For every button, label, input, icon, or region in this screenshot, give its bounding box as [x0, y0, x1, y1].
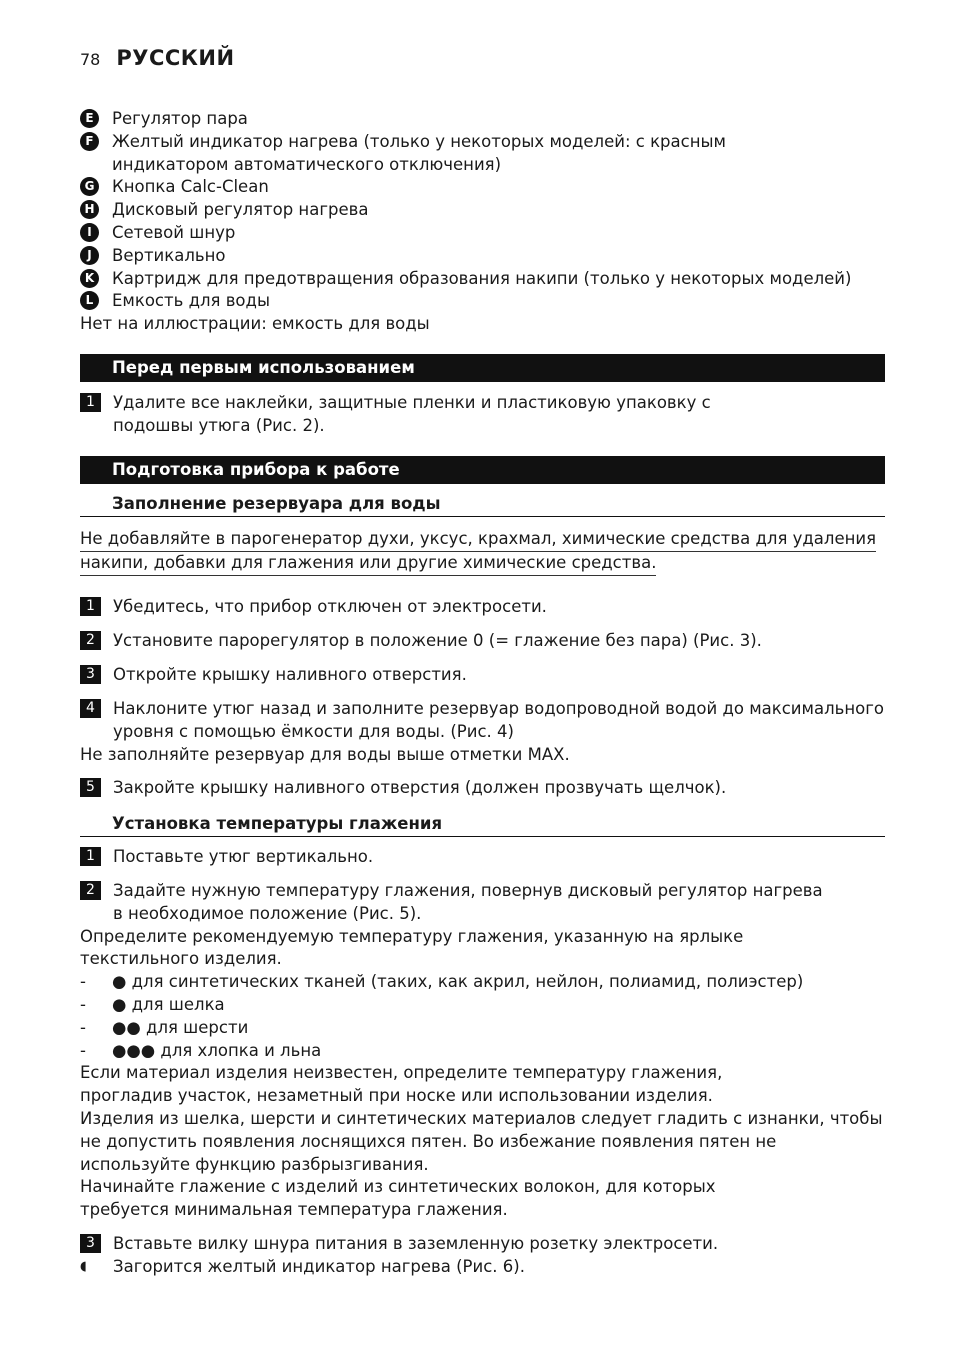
paragraph: Определите рекомендуемую температуру глажения, указанную на ярлыке текстильного изделия.	[80, 926, 744, 969]
letter-badge-icon: J	[80, 246, 99, 265]
step-text: Удалите все наклейки, защитные пленки и пластиковую упаковку с подошвы утюга (Рис. 2).	[113, 393, 711, 435]
step-item	[80, 846, 885, 869]
note-text: Не заполняйте резервуар для воды выше отметки MAX.	[80, 744, 570, 764]
step-text: Задайте нужную температуру глажения, повернув дисковый регулятор нагрева в необходимое положение (Рис. 5).	[113, 881, 823, 923]
list-item-text: ●● для шерсти	[112, 1017, 249, 1037]
result-arrow-icon: ◖	[80, 1258, 87, 1274]
step-item	[80, 630, 885, 653]
letter-badge-icon: L	[80, 291, 99, 310]
step-number: 2	[80, 631, 101, 650]
paragraph: Начинайте глажение с изделий из синтетических волокон, для которых требуется минимальная температура глажения.	[80, 1177, 716, 1220]
step-text: Установите парорегулятор в положение 0 (= глажение без пара) (Рис. 3).	[113, 631, 762, 650]
legend-item	[80, 222, 880, 245]
step-number: 2	[80, 881, 101, 900]
legend-text: Желтый индикатор нагрева (только у некоторых моделей: с красным индикатором автоматического отключения)	[112, 131, 726, 174]
legend-text: Кнопка Calc-Clean	[112, 177, 269, 197]
component-legend	[80, 108, 880, 336]
step-text: Откройте крышку наливного отверстия.	[113, 665, 467, 684]
step-item	[80, 392, 885, 438]
temperature-instructions	[80, 880, 885, 1222]
list-item: - ● для синтетических тканей (таких, как акрил, нейлон, полиамид, полиэстер)	[80, 971, 885, 994]
letter-badge-icon: K	[80, 269, 99, 288]
final-step	[80, 1233, 885, 1279]
warning-block	[80, 528, 885, 576]
legend-text: Картридж для предотвращения образования накипи (только у некоторых моделей)	[112, 268, 852, 288]
step-number: 1	[80, 393, 101, 412]
result-text: Загорится желтый индикатор нагрева (Рис. 6).	[113, 1256, 525, 1276]
legend-text: Вертикально	[112, 245, 226, 265]
step-item	[80, 664, 885, 687]
section-heading-first-use: Перед первым использованием	[80, 354, 885, 382]
legend-item	[80, 131, 880, 177]
legend-item	[80, 290, 880, 313]
result-item	[80, 1256, 885, 1279]
legend-note: Нет на иллюстрации: емкость для воды	[80, 314, 430, 334]
step-item	[80, 880, 885, 926]
step-item	[80, 1233, 885, 1256]
step-number: 3	[80, 1234, 101, 1253]
legend-item	[80, 176, 880, 199]
legend-item	[80, 199, 880, 222]
language-title: РУССКИЙ	[116, 46, 235, 70]
letter-badge-icon: I	[80, 223, 99, 242]
letter-badge-icon: H	[80, 200, 99, 219]
legend-text: Дисковый регулятор нагрева	[112, 200, 369, 220]
step-number: 1	[80, 597, 101, 616]
section-heading-preparation: Подготовка прибора к работе	[80, 456, 885, 484]
step-text: Закройте крышку наливного отверстия (должен прозвучать щелчок).	[113, 778, 727, 797]
step-item	[80, 596, 885, 619]
list-item: - ●● для шерсти	[80, 1017, 885, 1040]
step-text: Вставьте вилку шнура питания в заземленную розетку электросети.	[113, 1234, 719, 1253]
step-text: Наклоните утюг назад и заполните резервуар водопроводной водой до максимального уровня с помощью ёмкости для воды. (Рис. 4)	[113, 699, 884, 741]
letter-badge-icon: F	[80, 132, 99, 151]
subheading-filling-tank: Заполнение резервуара для воды	[80, 492, 885, 517]
first-use-steps	[80, 392, 885, 438]
letter-badge-icon: G	[80, 177, 99, 196]
list-item: - ● для шелка	[80, 994, 885, 1017]
step-number: 4	[80, 699, 101, 718]
letter-badge-icon: E	[80, 109, 99, 128]
list-item-text: ●●● для хлопка и льна	[112, 1040, 322, 1060]
list-item: - ●●● для хлопка и льна	[80, 1040, 885, 1063]
legend-text: Регулятор пара	[112, 109, 248, 128]
page-number: 78	[80, 50, 101, 69]
warning-line: Не добавляйте в парогенератор духи, уксус, крахмал, химические средства для удаления	[80, 528, 876, 552]
legend-item	[80, 268, 880, 291]
page-header	[80, 46, 235, 70]
list-item-text: ● для синтетических тканей (таких, как акрил, нейлон, полиамид, полиэстер)	[112, 972, 804, 992]
step-item	[80, 698, 885, 766]
step-item	[80, 777, 885, 800]
step-text: Убедитесь, что прибор отключен от электросети.	[113, 597, 547, 616]
legend-item	[80, 108, 880, 131]
step-number: 3	[80, 665, 101, 684]
list-item-text: ● для шелка	[112, 994, 225, 1014]
legend-text: Сетевой шнур	[112, 222, 236, 242]
step-text: Поставьте утюг вертикально.	[113, 847, 374, 866]
step-number: 5	[80, 778, 101, 797]
legend-text: Емкость для воды	[112, 291, 270, 311]
warning-line: накипи, добавки для глажения или другие химические средства.	[80, 552, 656, 576]
paragraph: Изделия из шелка, шерсти и синтетических материалов следует гладить с изнанки, чтобы не допустить появления лоснящихся пятен. Во избежание появления пятен не используйте функцию разбрызгивания.	[80, 1108, 883, 1174]
legend-item	[80, 245, 880, 268]
subheading-temperature: Установка температуры глажения	[80, 812, 885, 837]
step-number: 1	[80, 847, 101, 866]
paragraph: Если материал изделия неизвестен, определите температуру глажения, прогладив участок, незаметный при носке или использовании изделия.	[80, 1063, 723, 1106]
